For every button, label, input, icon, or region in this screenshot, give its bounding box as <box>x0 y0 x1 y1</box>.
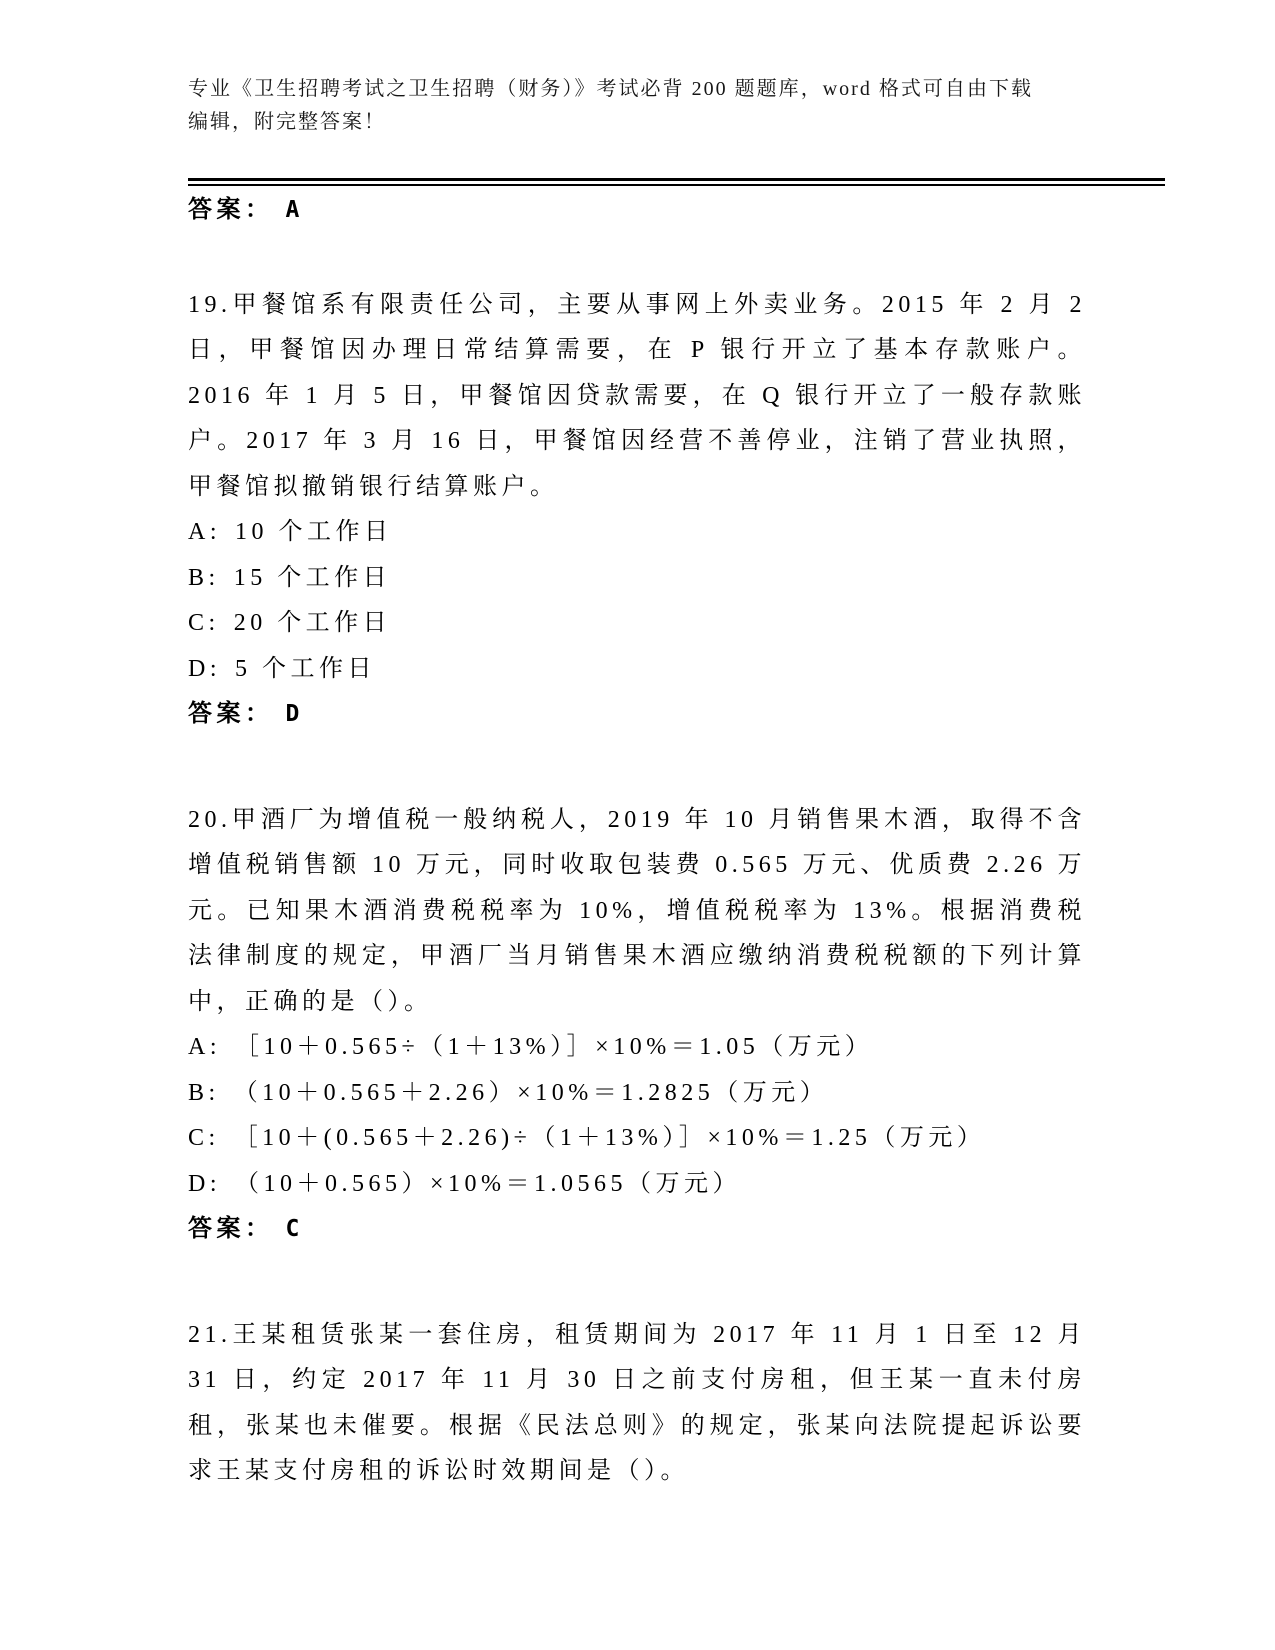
option-label: B: <box>188 1079 220 1106</box>
question-block-20 <box>188 798 1165 1253</box>
answer-value: A <box>285 197 304 223</box>
option-label: A: <box>188 1034 221 1060</box>
page-header <box>188 73 1165 186</box>
question-20-answer-line <box>188 1207 1165 1253</box>
answer-value: C <box>285 1216 304 1242</box>
option-text: 10 个工作日 <box>235 519 393 545</box>
question-19-answer-line <box>188 692 1165 738</box>
question-19-stem: 19.甲餐馆系有限责任公司，主要从事网上外卖业务。2015 年 2 月 2 日，甲餐馆因办理日常结算需要，在 P 银行开立了基本存款账户。2016 年 1 月 5 日，甲餐馆因贷款需要，在 Q 银行开立了一般存款账户。2017 年 3 月 16 日，甲餐馆因经营不善停业，注销了营业执照，甲餐馆拟撤销银行结算账户。 <box>188 291 1086 500</box>
question-20-option-b <box>188 1071 1165 1117</box>
page-header-title: 专业《卫生招聘考试之卫生招聘（财务）》考试必背 200 题题库，word 格式可自由下载编辑，附完整答案！ <box>188 78 1033 133</box>
question-20-option-d <box>188 1162 1165 1208</box>
option-label: D: <box>188 655 221 682</box>
option-text: 5 个工作日 <box>235 655 376 682</box>
question-block-19 <box>188 283 1165 738</box>
question-20-option-c <box>188 1116 1165 1162</box>
question-20-option-a <box>188 1025 1165 1071</box>
question-19-option-b <box>188 556 1165 602</box>
option-text: 15 个工作日 <box>233 564 392 591</box>
document-body <box>188 188 1165 1495</box>
question-block-21 <box>188 1313 1165 1495</box>
option-text: ［10＋(0.565＋2.26)÷（1＋13%）］×10%＝1.25（万元） <box>233 1125 986 1151</box>
option-label: A: <box>188 519 221 545</box>
question-19-option-a <box>188 510 1165 556</box>
option-label: D: <box>188 1170 221 1197</box>
question-21-stem: 21.王某租赁张某一套住房，租赁期间为 2017 年 11 月 1 日至 12 月 31 日，约定 2017 年 11 月 30 日之前支付房租，但王某一直未付房租，张某也未催要。根据《民法总则》的规定，张某向法院提起诉讼要求王某支付房租的诉讼时效期间是（）。 <box>188 1321 1086 1484</box>
option-label: B: <box>188 564 220 591</box>
question-20-stem: 20.甲酒厂为增值税一般纳税人，2019 年 10 月销售果木酒，取得不含增值税销售额 10 万元，同时收取包装费 0.565 万元、优质费 2.26 万元。已知果木酒消费税税率为 10%，增值税税率为 13%。根据消费税法律制度的规定，甲酒厂当月销售果木酒应缴纳消费税税额的下列计算中，正确的是（）。 <box>188 806 1086 1015</box>
option-text: （10＋0.565）×10%＝1.0565（万元） <box>235 1170 742 1197</box>
option-text: （10＋0.565＋2.26）×10%＝1.2825（万元） <box>233 1079 829 1106</box>
option-label: C: <box>188 610 220 636</box>
answer-label: 答案： <box>188 1216 274 1242</box>
header-divider <box>188 178 1165 186</box>
previous-answer-line <box>188 188 1165 234</box>
page-content <box>188 0 1165 1495</box>
answer-value: D <box>285 701 304 727</box>
answer-label: 答案： <box>188 701 274 727</box>
question-19-option-d <box>188 647 1165 693</box>
option-text: 20 个工作日 <box>233 610 392 636</box>
option-text: ［10＋0.565÷（1＋13%）］×10%＝1.05（万元） <box>235 1034 874 1060</box>
answer-label: 答案： <box>188 197 274 223</box>
question-19-option-c <box>188 601 1165 647</box>
option-label: C: <box>188 1125 220 1151</box>
